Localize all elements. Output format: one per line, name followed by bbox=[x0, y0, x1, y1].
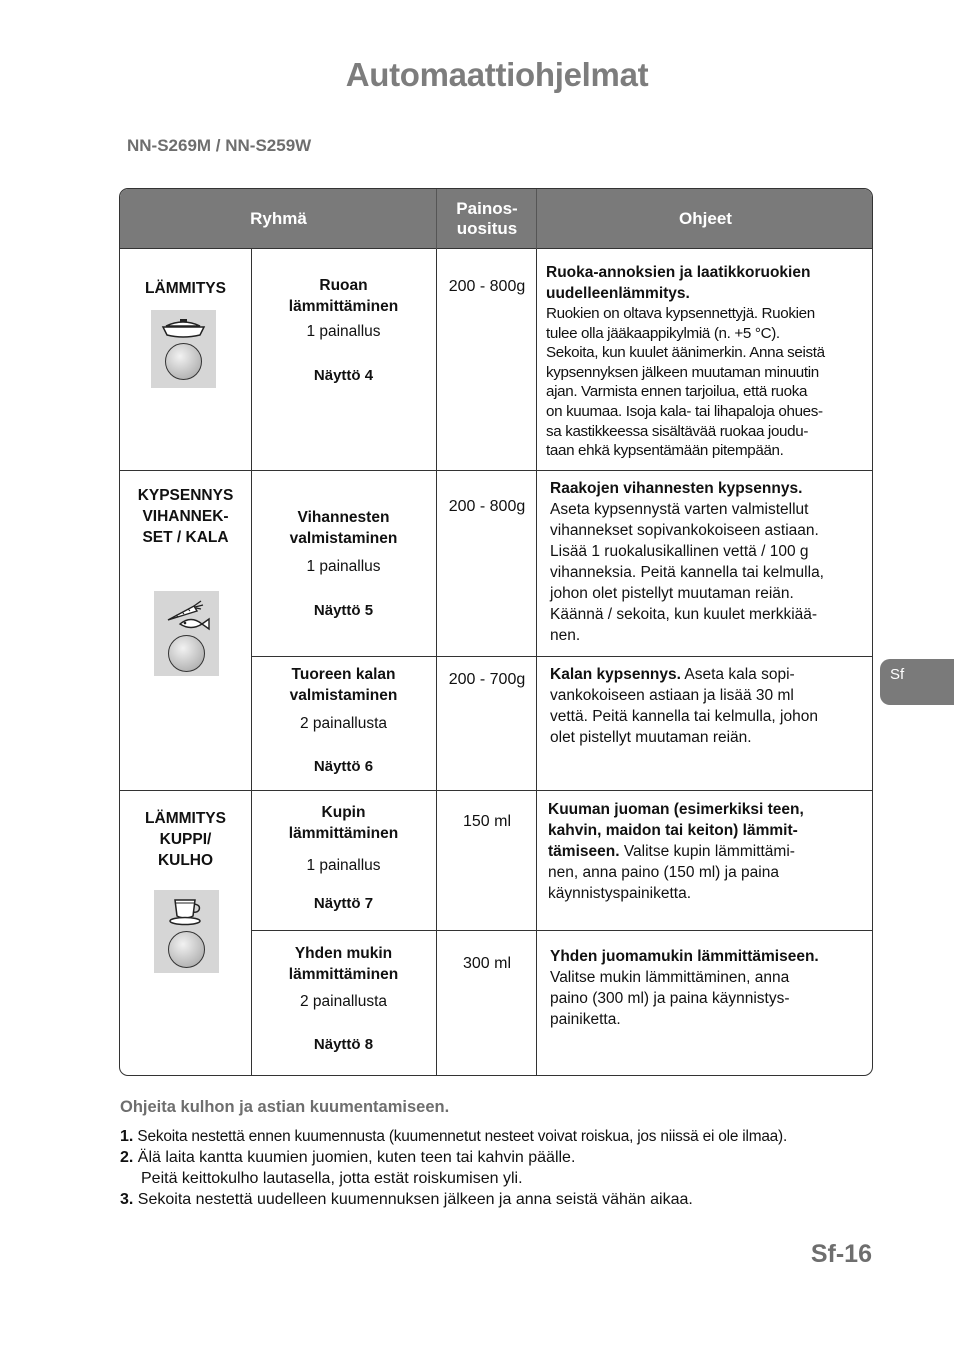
display-number: Näyttö 6 bbox=[313, 758, 374, 775]
program-name: valmistaminen bbox=[289, 530, 398, 547]
row-divider bbox=[120, 790, 873, 791]
header-instructions: Ohjeet bbox=[679, 209, 732, 228]
weight-range: 150 ml bbox=[462, 813, 512, 830]
instruction-heading: Ruoka-annoksien ja laatikkoruokien bbox=[546, 264, 811, 281]
program-cell bbox=[251, 507, 436, 621]
row-divider bbox=[251, 930, 873, 931]
notes-list bbox=[120, 1126, 880, 1210]
instruction-heading: tämiseen. bbox=[548, 843, 620, 860]
instruction-line: Aseta kypsennystä varten valmistellut bbox=[550, 501, 809, 518]
instruction-line: olet pistellyt muutaman reiän. bbox=[550, 729, 752, 746]
program-name: Tuoreen kalan bbox=[291, 666, 396, 683]
instruction-line: Aseta kala sopi- bbox=[680, 666, 795, 683]
instruction-heading: Raakojen vihannesten kypsennys. bbox=[550, 480, 803, 497]
language-tab: Sf bbox=[880, 659, 954, 705]
header-divider bbox=[536, 189, 537, 249]
instruction-line: nen, anna paino (150 ml) ja paina bbox=[548, 864, 779, 881]
program-name: Vihannesten bbox=[297, 509, 390, 526]
instruction-line: vihannekset sopivankokoiseen astiaan. bbox=[550, 522, 819, 539]
instruction-text bbox=[546, 262, 868, 461]
instruction-text bbox=[550, 478, 872, 646]
program-name: Kupin bbox=[321, 804, 366, 821]
instruction-line: nen. bbox=[550, 627, 581, 644]
instruction-line: vankokoiseen astiaan ja lisää 30 ml bbox=[550, 687, 794, 704]
row-divider bbox=[251, 656, 873, 657]
instruction-line: Valitse mukin lämmittäminen, anna bbox=[550, 969, 790, 986]
note-text: Sekoita nestettä uudelleen kuumennuksen jälkeen ja anna seistä vähän aikaa. bbox=[133, 1191, 693, 1208]
press-count: 2 painallusta bbox=[299, 993, 388, 1010]
instruction-line: Ruokien on oltava kypsennettyjä. Ruokien bbox=[546, 305, 815, 322]
press-count: 1 painallus bbox=[306, 558, 381, 575]
instruction-text bbox=[550, 664, 872, 748]
instruction-line: vettä. Peitä kannella tai kelmulla, johon bbox=[550, 708, 818, 725]
instruction-line: johon olet pistellyt muutaman reiän. bbox=[550, 585, 794, 602]
program-cell bbox=[251, 664, 436, 777]
instruction-line: paino (300 ml) ja paina käynnistys- bbox=[550, 990, 790, 1007]
instruction-heading: Kuuman juoman (esimerkiksi teen, bbox=[548, 801, 804, 818]
cook-vegetables-fish-button-panel bbox=[154, 591, 219, 676]
group-label-line: LÄMMITYS bbox=[145, 280, 226, 297]
instruction-line: taan ehkä kypsentämään pitempään. bbox=[546, 442, 784, 460]
press-count: 2 painallusta bbox=[299, 715, 388, 732]
header-divider bbox=[436, 189, 437, 249]
note-item bbox=[120, 1189, 880, 1210]
column-divider bbox=[436, 249, 437, 1076]
display-number: Näyttö 5 bbox=[313, 602, 374, 619]
auto-programs-table bbox=[119, 188, 873, 1076]
note-number: 2. bbox=[120, 1149, 134, 1166]
program-cell bbox=[251, 275, 436, 386]
weight-range: 200 - 800g bbox=[448, 498, 526, 515]
row-divider bbox=[120, 470, 873, 471]
group-label-line: LÄMMITYS bbox=[145, 810, 226, 827]
instruction-line: kypsennyksen jälkeen muutaman minuutin bbox=[546, 363, 819, 381]
page-title: Automaattiohjelmat bbox=[345, 56, 649, 93]
instruction-line: Käännä / sekoita, kun kuulet merkkiää- bbox=[550, 606, 818, 623]
note-item bbox=[120, 1126, 880, 1147]
program-name: Ruoan bbox=[319, 277, 368, 294]
cup-icon bbox=[154, 894, 219, 928]
group-label bbox=[120, 485, 251, 548]
program-name: Yhden mukin bbox=[294, 945, 393, 962]
group-label-line: VIHANNEK- bbox=[142, 508, 229, 525]
program-name: lämmittäminen bbox=[288, 966, 399, 983]
instruction-heading: Kalan kypsennys. bbox=[550, 666, 681, 683]
program-name: valmistaminen bbox=[289, 687, 398, 704]
display-number: Näyttö 8 bbox=[313, 1036, 374, 1053]
press-count: 1 painallus bbox=[306, 857, 381, 874]
program-cell bbox=[251, 943, 436, 1055]
page-number: Sf-16 bbox=[810, 1240, 872, 1268]
display-number: Näyttö 4 bbox=[313, 367, 374, 384]
program-dial[interactable] bbox=[168, 931, 205, 968]
model-number: NN-S269M / NN-S259W bbox=[127, 136, 312, 155]
instruction-line: vihanneksia. Peitä kannella tai kelmulla, bbox=[550, 564, 824, 581]
carrot-fish-icon bbox=[154, 594, 219, 632]
header-weight-line2: uositus bbox=[456, 219, 518, 238]
column-divider bbox=[536, 249, 537, 1076]
instruction-text bbox=[550, 946, 872, 1030]
instruction-line: käynnistyspainiketta. bbox=[548, 885, 692, 902]
instruction-heading: kahvin, maidon tai keiton) lämmit- bbox=[548, 822, 798, 839]
note-item bbox=[120, 1168, 880, 1189]
cup-bowl-button-panel bbox=[154, 890, 219, 973]
instruction-heading: Yhden juomamukin lämmittämiseen. bbox=[550, 948, 819, 965]
weight-range: 200 - 700g bbox=[448, 671, 526, 688]
note-text: Peitä keittokulho lautasella, jotta estät roiskumisen yli. bbox=[141, 1170, 523, 1187]
instruction-line: on kuumaa. Isoja kala- tai lihapaloja ohues- bbox=[546, 402, 823, 420]
instruction-line: painiketta. bbox=[550, 1011, 621, 1028]
table-header bbox=[120, 189, 872, 249]
group-label-line: KYPSENNYS bbox=[137, 487, 234, 504]
instruction-line: sa kastikkeessa sisältävää ruokaa joudu- bbox=[546, 422, 809, 440]
note-text: Älä laita kantta kuumien juomien, kuten teen tai kahvin päälle. bbox=[133, 1149, 576, 1166]
note-number: 1. bbox=[120, 1128, 134, 1145]
instruction-text bbox=[548, 799, 870, 904]
press-count: 1 painallus bbox=[306, 323, 381, 340]
group-label bbox=[120, 278, 251, 299]
instruction-heading: uudelleenlämmitys. bbox=[546, 285, 690, 302]
notes-title: Ohjeita kulhon ja astian kuumentamiseen. bbox=[120, 1098, 450, 1116]
instruction-line: Valitse kupin lämmittämi- bbox=[619, 843, 795, 860]
program-dial[interactable] bbox=[165, 343, 202, 380]
reheat-button-panel bbox=[151, 310, 216, 388]
program-name: lämmittäminen bbox=[288, 825, 399, 842]
instruction-line: Sekoita, kun kuulet äänimerkin. Anna seistä bbox=[546, 344, 825, 362]
display-number: Näyttö 7 bbox=[313, 895, 374, 912]
note-item bbox=[120, 1147, 880, 1168]
program-name: lämmittäminen bbox=[288, 298, 399, 315]
note-text: Sekoita nestettä ennen kuumennusta (kuumennetut nesteet voivat roiskua, jos niissä ei ole ilmaa). bbox=[133, 1128, 788, 1145]
header-group: Ryhmä bbox=[250, 209, 307, 228]
instruction-line: ajan. Varmista ennen tarjoilua, että ruoka bbox=[546, 383, 808, 401]
program-cell bbox=[251, 802, 436, 914]
group-label-line: SET / KALA bbox=[142, 529, 229, 546]
header-weight bbox=[437, 189, 537, 249]
header-weight-line1: Painos- bbox=[456, 199, 518, 218]
note-number: 3. bbox=[120, 1191, 134, 1208]
group-label-line: KULHO bbox=[157, 852, 214, 869]
weight-range: 300 ml bbox=[462, 955, 512, 972]
instruction-line: tulee olla jääkaappikylmiä (n. +5 °C). bbox=[546, 324, 780, 342]
group-label-line: KUPPI/ bbox=[159, 831, 212, 848]
weight-range: 200 - 800g bbox=[448, 278, 526, 295]
instruction-line: Lisää 1 ruokalusikallinen vettä / 100 g bbox=[550, 543, 809, 560]
program-dial[interactable] bbox=[168, 635, 205, 672]
group-label bbox=[120, 808, 251, 871]
covered-dish-icon bbox=[151, 314, 216, 344]
